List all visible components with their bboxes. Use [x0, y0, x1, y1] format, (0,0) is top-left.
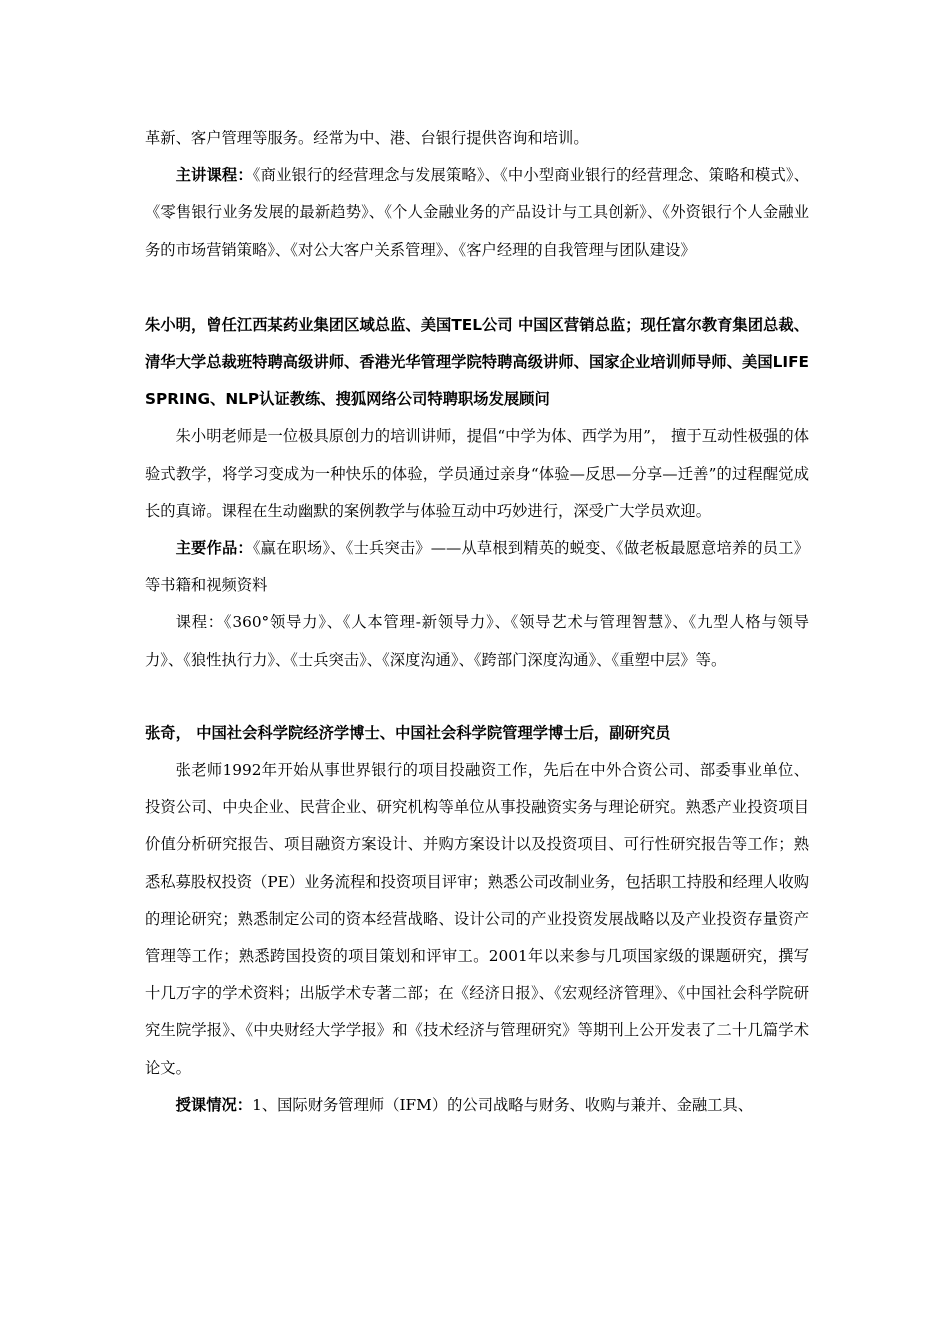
section3-heading: 张奇， 中国社会科学院经济学博士、中国社会科学院管理学博士后，副研究员 — [145, 723, 671, 742]
section2-courses: 课程：《360°领导力》、《人本管理-新领导力》、《领导艺术与管理智慧》、《九型人格与领导力》、《狼性执行力》、《士兵突击》、《深度沟通》、《跨部门深度沟通》、《重塑中层》等。 — [145, 613, 809, 669]
section2-bio: 朱小明老师是一位极具原创力的培训讲师，提倡“中学为体、西学为用”， 擅于互动性极强的体验式教学，将学习变成为一种快乐的体验，学员通过亲身“体验—反思—分享—迁善”的过程醒觉成长的真谛。课程在生动幽默的案例教学与体验互动中巧妙进行，深受广大学员欢迎。 — [145, 427, 809, 520]
section2-heading: 朱小明，曾任江西某药业集团区域总监、美国TEL公司 中国区营销总监；现任富尔教育集团总裁、清华大学总裁班特聘高级讲师、香港光华管理学院特聘高级讲师、国家企业培训师导师、美国LIFE SPRING、NLP认证教练、搜狐网络公司特聘职场发展顾问 — [145, 315, 809, 409]
teaching-label: 授课情况： — [175, 1095, 253, 1114]
teaching-text: 1、国际财务管理师（IFM）的公司战略与财务、收购与兼并、金融工具、 — [252, 1095, 754, 1114]
courses-label: 主讲课程： — [175, 166, 253, 185]
works-label: 主要作品： — [175, 539, 253, 558]
section3-teaching-paragraph — [145, 1087, 809, 1124]
works-text: 《赢在职场》、《士兵突击》——从草根到精英的蜕变、《做老板最愿意培养的员工》等书籍和视频资料 — [145, 539, 809, 595]
courses-text: 《商业银行的经营理念与发展策略》、《中小型商业银行的经营理念、策略和模式》、《零售银行业务发展的最新趋势》、《个人金融业务的产品设计与工具创新》、《外资银行个人金融业务的市场营销策略》、《对公大客户关系管理》、《客户经理的自我管理与团队建设》 — [145, 166, 809, 259]
section1-intro-tail: 革新、客户管理等服务。经常为中、港、台银行提供咨询和培训。 — [145, 129, 589, 147]
paragraph-spacer — [145, 269, 809, 307]
section2-works-paragraph — [145, 530, 809, 604]
document-body — [145, 120, 809, 1124]
section3-bio: 张老师1992年开始从事世界银行的项目投融资工作，先后在中外合资公司、部委事业单位、投资公司、中央企业、民营企业、研究机构等单位从事投融资实务与理论研究。熟悉产业投资项目价值分析研究报告、项目融资方案设计、并购方案设计以及投资项目、可行性研究报告等工作；熟悉私募股权投资（PE）业务流程和投资项目评审；熟悉公司改制业务，包括职工持股和经理人收购的理论研究；熟悉制定公司的资本经营战略、设计公司的产业投资发展战略以及产业投资存量资产管理等工作；熟悉跨国投资的项目策划和评审工。2001年以来参与几项国家级的课题研究，撰写十几万字的学术资料；出版学术专著二部；在《经济日报》、《宏观经济管理》、《中国社会科学院研究生院学报》、《中央财经大学学报》和《技术经济与管理研究》等期刊上公开发表了二十几篇学术论文。 — [145, 761, 809, 1077]
paragraph-spacer — [145, 679, 809, 715]
section1-courses-paragraph — [145, 157, 809, 269]
